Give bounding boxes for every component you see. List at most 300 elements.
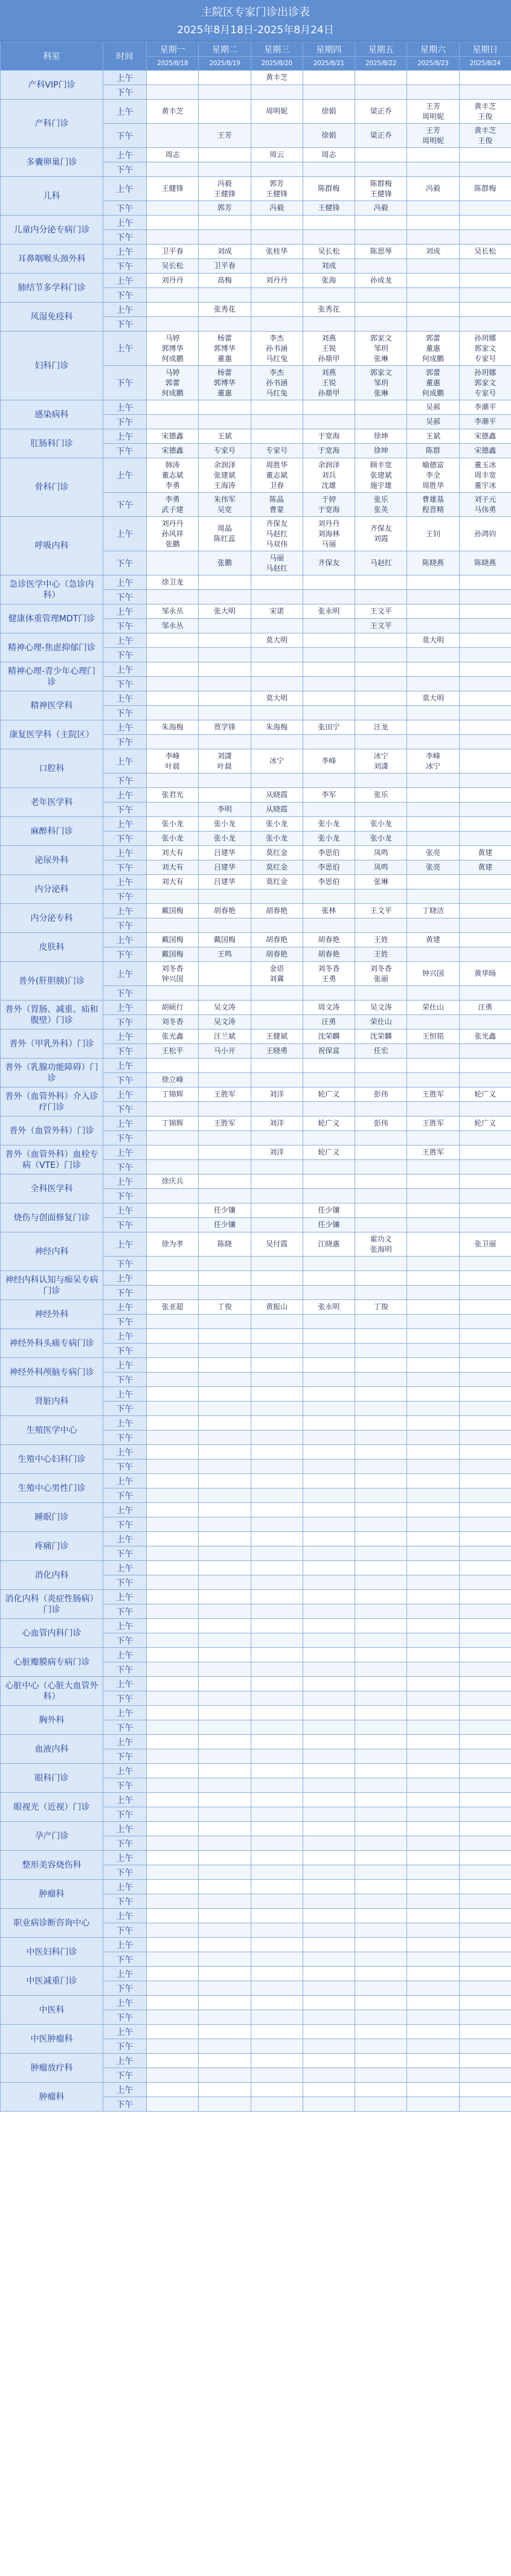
doctor-cell: [459, 1851, 511, 1865]
schedule-row: [1, 303, 511, 317]
doctor-cell: [407, 366, 459, 400]
doctor-name: 马丽: [321, 539, 336, 548]
doctor-name: 张亮: [425, 863, 440, 871]
doctor-name: 冰宁: [269, 757, 284, 765]
doctor-cell: [303, 720, 355, 735]
doctor-cell: [251, 1662, 303, 1677]
doctor-name: 张琳: [373, 354, 388, 363]
doctor-cell: [459, 1720, 511, 1735]
doctor-cell: [459, 2010, 511, 2025]
doctor-cell: [355, 2083, 407, 2097]
doctor-cell: [459, 1938, 511, 1952]
doctor-cell: [459, 1015, 511, 1030]
doctor-name: 董志斌: [161, 470, 184, 479]
doctor-cell: [251, 1015, 303, 1030]
doctor-name: 徐庆兵: [161, 1177, 184, 1185]
doctor-cell: [459, 1735, 511, 1749]
schedule-row: [1, 1909, 511, 1923]
doctor-cell: [147, 1851, 199, 1865]
doctor-cell: [459, 1431, 511, 1445]
department-name: 肾脏内科: [1, 1387, 103, 1416]
session-label: 上午: [103, 216, 147, 230]
session-label: 上午: [103, 1232, 147, 1257]
doctor-name: 专家号: [266, 446, 288, 455]
department-name: 心脏中心（心脏大血管外科）: [1, 1677, 103, 1706]
doctor-cell: [355, 493, 407, 517]
department-name: 中医肿瘤科: [1, 2025, 103, 2054]
doctor-cell: [303, 2083, 355, 2097]
doctor-name: 吕建华: [213, 877, 236, 886]
doctor-cell: [199, 904, 251, 918]
doctor-name: 沈荣麟: [370, 1032, 392, 1040]
department-name: 普外（血管外科）介入诊疗门诊: [1, 1088, 103, 1117]
doctor-cell: [251, 1981, 303, 1996]
doctor-cell: [303, 2068, 355, 2083]
doctor-cell: [199, 1735, 251, 1749]
session-label: 下午: [103, 774, 147, 788]
doctor-cell: [303, 1590, 355, 1604]
doctor-cell: [407, 230, 459, 245]
doctor-cell: [199, 720, 251, 735]
doctor-name: 刘成: [217, 247, 232, 255]
doctor-cell: [147, 1590, 199, 1604]
doctor-cell: [303, 1706, 355, 1720]
doctor-cell: [355, 1286, 407, 1300]
session-label: 下午: [103, 1836, 147, 1851]
doctor-name: 董志斌: [266, 470, 288, 479]
doctor-cell: [251, 633, 303, 648]
doctor-cell: [407, 1001, 459, 1015]
doctor-name: 王芳: [217, 131, 232, 139]
schedule-row: [1, 1088, 511, 1102]
session-label: 上午: [103, 1619, 147, 1633]
schedule-row: [1, 1735, 511, 1749]
session-label: 下午: [103, 2010, 147, 2025]
session-label: 上午: [103, 1764, 147, 1778]
doctor-cell: [355, 1546, 407, 1561]
schedule-row: [1, 1793, 511, 1807]
doctor-cell: [303, 1387, 355, 1402]
schedule-header: [0, 0, 511, 42]
session-label: 上午: [103, 1938, 147, 1952]
doctor-cell: [407, 933, 459, 947]
doctor-cell: [355, 1706, 407, 1720]
doctor-name: 胡春艳: [266, 935, 288, 944]
doctor-cell: [147, 1203, 199, 1218]
doctor-cell: [147, 317, 199, 332]
doctor-name: 张卫丽: [474, 1240, 497, 1248]
doctor-name: 吕建华: [213, 848, 236, 857]
doctor-cell: [251, 1677, 303, 1691]
schedule-row: [1, 691, 511, 706]
doctor-cell: [355, 1174, 407, 1189]
doctor-cell: [251, 1402, 303, 1416]
doctor-name: 王文平: [370, 906, 392, 915]
doctor-cell: [303, 162, 355, 177]
doctor-cell: [355, 2010, 407, 2025]
doctor-cell: [303, 1604, 355, 1619]
doctor-name: 刘冬香: [318, 964, 340, 973]
doctor-cell: [303, 1952, 355, 1967]
doctor-name: 黄建: [425, 935, 440, 944]
doctor-cell: [251, 274, 303, 288]
doctor-name: 李杰: [269, 333, 284, 342]
doctor-name: 冯毅: [425, 184, 440, 193]
doctor-cell: [251, 962, 303, 986]
doctor-cell: [407, 1677, 459, 1691]
doctor-cell: [251, 619, 303, 633]
doctor-cell: [355, 648, 407, 662]
doctor-name: 吴文涛: [370, 1003, 392, 1011]
doctor-cell: [303, 633, 355, 648]
doctor-cell: [199, 1561, 251, 1575]
doctor-cell: [251, 846, 303, 860]
doctor-cell: [199, 889, 251, 904]
schedule-row: [1, 1474, 511, 1488]
doctor-cell: [407, 1633, 459, 1648]
session-label: 下午: [103, 2039, 147, 2054]
session-label: 下午: [103, 1431, 147, 1445]
department-name: 疼痛门诊: [1, 1532, 103, 1561]
doctor-cell: [407, 332, 459, 366]
doctor-cell: [147, 1117, 199, 1131]
doctor-cell: [355, 720, 407, 735]
session-label: 上午: [103, 332, 147, 366]
doctor-cell: [251, 1952, 303, 1967]
doctor-cell: [199, 1117, 251, 1131]
doctor-cell: [355, 100, 407, 124]
doctor-cell: [407, 2054, 459, 2068]
session-label: 上午: [103, 1174, 147, 1189]
doctor-cell: [407, 259, 459, 274]
doctor-name: 孙风祥: [161, 529, 184, 538]
doctor-cell: [355, 177, 407, 201]
doctor-cell: [147, 691, 199, 706]
doctor-name: 冰宁: [373, 751, 388, 760]
doctor-cell: [199, 1329, 251, 1344]
doctor-cell: [199, 1778, 251, 1793]
session-label: 下午: [103, 735, 147, 749]
session-label: 上午: [103, 691, 147, 706]
department-name: 普外（血管外科）血栓专病（VTE）门诊: [1, 1145, 103, 1174]
doctor-cell: [147, 1633, 199, 1648]
doctor-name: 刘霞: [373, 534, 388, 543]
doctor-cell: [303, 1764, 355, 1778]
doctor-cell: [459, 1001, 511, 1015]
doctor-cell: [355, 1117, 407, 1131]
session-label: 上午: [103, 1880, 147, 1894]
session-label: 下午: [103, 162, 147, 177]
doctor-cell: [459, 100, 511, 124]
doctor-cell: [459, 1604, 511, 1619]
doctor-cell: [459, 788, 511, 803]
doctor-cell: [251, 1257, 303, 1271]
session-label: 下午: [103, 366, 147, 400]
doctor-name: 张英: [373, 505, 388, 514]
doctor-cell: [459, 288, 511, 303]
doctor-cell: [407, 2097, 459, 2112]
doctor-cell: [355, 1938, 407, 1952]
doctor-name: 王晓勇: [266, 1046, 288, 1055]
doctor-cell: [459, 216, 511, 230]
doctor-cell: [355, 1561, 407, 1575]
doctor-name: 马伟勇: [474, 505, 497, 514]
doctor-name: 胡春艳: [213, 906, 236, 915]
schedule-row: [1, 1590, 511, 1604]
doctor-cell: [147, 245, 199, 259]
department-name: 康复医学科（主院区）: [1, 720, 103, 749]
doctor-cell: [407, 1894, 459, 1909]
doctor-cell: [407, 1117, 459, 1131]
doctor-cell: [355, 1793, 407, 1807]
doctor-cell: [303, 889, 355, 904]
doctor-cell: [303, 1300, 355, 1315]
doctor-cell: [355, 1532, 407, 1546]
doctor-name: 张小龙: [370, 819, 392, 828]
doctor-name: 董玉冰: [474, 460, 497, 469]
doctor-cell: [459, 1030, 511, 1044]
doctor-name: 冯毅: [269, 203, 284, 212]
doctor-name: 齐保友: [318, 559, 340, 567]
doctor-cell: [355, 2039, 407, 2054]
doctor-cell: [251, 1706, 303, 1720]
doctor-cell: [251, 1059, 303, 1073]
doctor-name: 刘燕: [321, 333, 336, 342]
doctor-cell: [251, 1793, 303, 1807]
doctor-name: 刘大有: [161, 863, 184, 871]
doctor-cell: [251, 1633, 303, 1648]
doctor-cell: [303, 2025, 355, 2039]
session-label: 下午: [103, 648, 147, 662]
doctor-cell: [355, 1271, 407, 1286]
doctor-cell: [459, 662, 511, 677]
doctor-cell: [303, 551, 355, 575]
doctor-name: 黄建: [478, 863, 493, 871]
doctor-cell: [251, 1938, 303, 1952]
department-name: 职业病诊断咨询中心: [1, 1909, 103, 1938]
doctor-cell: [251, 2039, 303, 2054]
doctor-name: 胡春艳: [266, 906, 288, 915]
doctor-cell: [251, 124, 303, 148]
doctor-name: 刘丹丹: [161, 519, 184, 528]
department-name: 呼吸内科: [1, 517, 103, 575]
doctor-name: 从晓霞: [266, 790, 288, 799]
doctor-name: 周明妮: [422, 136, 444, 145]
department-name: 普外（血管外科）门诊: [1, 1117, 103, 1145]
session-label: 下午: [103, 947, 147, 962]
session-label: 上午: [103, 2054, 147, 2068]
doctor-name: 张小龙: [161, 834, 184, 842]
doctor-cell: [303, 1232, 355, 1257]
session-label: 上午: [103, 1909, 147, 1923]
session-label: 下午: [103, 1131, 147, 1145]
doctor-cell: [251, 2025, 303, 2039]
doctor-name: 张桂华: [266, 247, 288, 255]
schedule-row: [1, 962, 511, 986]
doctor-cell: [147, 1416, 199, 1431]
page-title: 主院区专家门诊出诊表: [201, 6, 310, 19]
doctor-cell: [407, 1561, 459, 1575]
doctor-name: 郭家文: [370, 368, 392, 377]
doctor-name: 王斌: [425, 432, 440, 440]
doctor-cell: [407, 1503, 459, 1517]
doctor-cell: [355, 691, 407, 706]
doctor-cell: [355, 749, 407, 774]
department-name: 普外（甲乳外科）门诊: [1, 1030, 103, 1059]
doctor-cell: [147, 1402, 199, 1416]
schedule-row: [1, 720, 511, 735]
doctor-cell: [147, 860, 199, 875]
doctor-cell: [147, 749, 199, 774]
doctor-cell: [355, 1764, 407, 1778]
doctor-name: 张建斌: [370, 470, 392, 479]
doctor-name: 何成鹏: [161, 388, 184, 397]
doctor-cell: [303, 962, 355, 986]
doctor-cell: [251, 1604, 303, 1619]
doctor-name: 张丽: [373, 974, 388, 983]
doctor-cell: [199, 1575, 251, 1590]
doctor-cell: [355, 400, 407, 415]
doctor-cell: [355, 1232, 407, 1257]
doctor-cell: [355, 1590, 407, 1604]
doctor-name: 叶晨: [217, 761, 232, 771]
doctor-cell: [303, 1059, 355, 1073]
doctor-cell: [303, 245, 355, 259]
department-name: 肿瘤科: [1, 2083, 103, 2112]
doctor-cell: [459, 1358, 511, 1373]
doctor-cell: [251, 1145, 303, 1160]
doctor-cell: [407, 749, 459, 774]
doctor-cell: [251, 735, 303, 749]
department-name: 睡眠门诊: [1, 1503, 103, 1532]
doctor-cell: [199, 1764, 251, 1778]
doctor-cell: [355, 1073, 407, 1088]
doctor-name: 张乐: [373, 495, 388, 504]
doctor-cell: [199, 1445, 251, 1459]
doctor-cell: [459, 1865, 511, 1880]
doctor-name: 朱伟军: [213, 495, 236, 504]
doctor-cell: [303, 1131, 355, 1145]
doctor-cell: [303, 1373, 355, 1387]
doctor-cell: [355, 1001, 407, 1015]
doctor-name: 邹玥: [373, 344, 388, 353]
doctor-cell: [407, 288, 459, 303]
doctor-cell: [459, 1503, 511, 1517]
doctor-name: 王锐: [321, 344, 336, 353]
doctor-cell: [147, 918, 199, 933]
schedule-row: [1, 604, 511, 619]
doctor-cell: [407, 1865, 459, 1880]
doctor-name: 周文涛: [318, 1003, 340, 1011]
department-name: 感染病科: [1, 400, 103, 429]
doctor-name: 张琳: [373, 388, 388, 397]
doctor-cell: [251, 245, 303, 259]
doctor-cell: [459, 1044, 511, 1059]
doctor-cell: [303, 1865, 355, 1880]
doctor-name: 程晋精: [422, 505, 444, 514]
doctor-cell: [459, 633, 511, 648]
doctor-cell: [147, 1131, 199, 1145]
doctor-cell: [199, 918, 251, 933]
doctor-cell: [355, 1030, 407, 1044]
doctor-cell: [407, 817, 459, 831]
doctor-name: 吴长松: [161, 261, 184, 270]
doctor-cell: [199, 245, 251, 259]
doctor-cell: [199, 1088, 251, 1102]
doctor-cell: [199, 803, 251, 817]
doctor-cell: [251, 2054, 303, 2068]
schedule-row: [1, 633, 511, 648]
doctor-name: 胡春艳: [318, 935, 340, 944]
schedule-row: [1, 1532, 511, 1546]
doctor-cell: [251, 1431, 303, 1445]
doctor-cell: [303, 1851, 355, 1865]
doctor-cell: [251, 1735, 303, 1749]
session-label: 上午: [103, 1503, 147, 1517]
doctor-cell: [147, 1387, 199, 1402]
doctor-cell: [251, 749, 303, 774]
session-label: 上午: [103, 1706, 147, 1720]
doctor-name: 张小龙: [266, 819, 288, 828]
doctor-cell: [407, 1923, 459, 1938]
session-label: 上午: [103, 575, 147, 590]
doctor-name: 沈雄: [321, 481, 336, 490]
doctor-name: 吴长松: [474, 247, 497, 255]
doctor-name: 马丽: [269, 553, 284, 562]
doctor-cell: [199, 1836, 251, 1851]
doctor-cell: [459, 1880, 511, 1894]
doctor-cell: [147, 1001, 199, 1015]
doctor-name: 吴付霞: [266, 1240, 288, 1248]
doctor-cell: [407, 735, 459, 749]
doctor-cell: [147, 677, 199, 691]
doctor-cell: [407, 1648, 459, 1662]
doctor-name: 叶晨: [165, 761, 180, 771]
doctor-cell: [303, 1488, 355, 1503]
doctor-cell: [147, 517, 199, 551]
doctor-name: 邹玥: [373, 378, 388, 387]
doctor-name: 冯毅: [373, 203, 388, 212]
date-header: 2025/8/24: [459, 57, 511, 71]
doctor-cell: [303, 1445, 355, 1459]
doctor-name: 胡硕行: [161, 1003, 184, 1011]
doctor-cell: [459, 1677, 511, 1691]
doctor-cell: [459, 85, 511, 100]
doctor-name: 陈晓燕: [422, 559, 444, 567]
doctor-cell: [407, 1445, 459, 1459]
session-label: 下午: [103, 1015, 147, 1030]
doctor-name: 张小龙: [318, 819, 340, 828]
doctor-name: 陈晓: [217, 1240, 232, 1248]
doctor-cell: [199, 230, 251, 245]
department-name: 多囊卵巢门诊: [1, 148, 103, 177]
doctor-cell: [407, 317, 459, 332]
department-name: 儿童内分泌专病门诊: [1, 216, 103, 245]
doctor-cell: [251, 100, 303, 124]
doctor-cell: [355, 1648, 407, 1662]
doctor-cell: [303, 1561, 355, 1575]
doctor-cell: [147, 1749, 199, 1764]
doctor-cell: [147, 162, 199, 177]
doctor-cell: [303, 317, 355, 332]
doctor-cell: [303, 677, 355, 691]
doctor-cell: [459, 1923, 511, 1938]
doctor-cell: [407, 677, 459, 691]
doctor-cell: [459, 1590, 511, 1604]
doctor-name: 王松平: [161, 1046, 184, 1055]
doctor-cell: [303, 875, 355, 889]
doctor-cell: [199, 947, 251, 962]
